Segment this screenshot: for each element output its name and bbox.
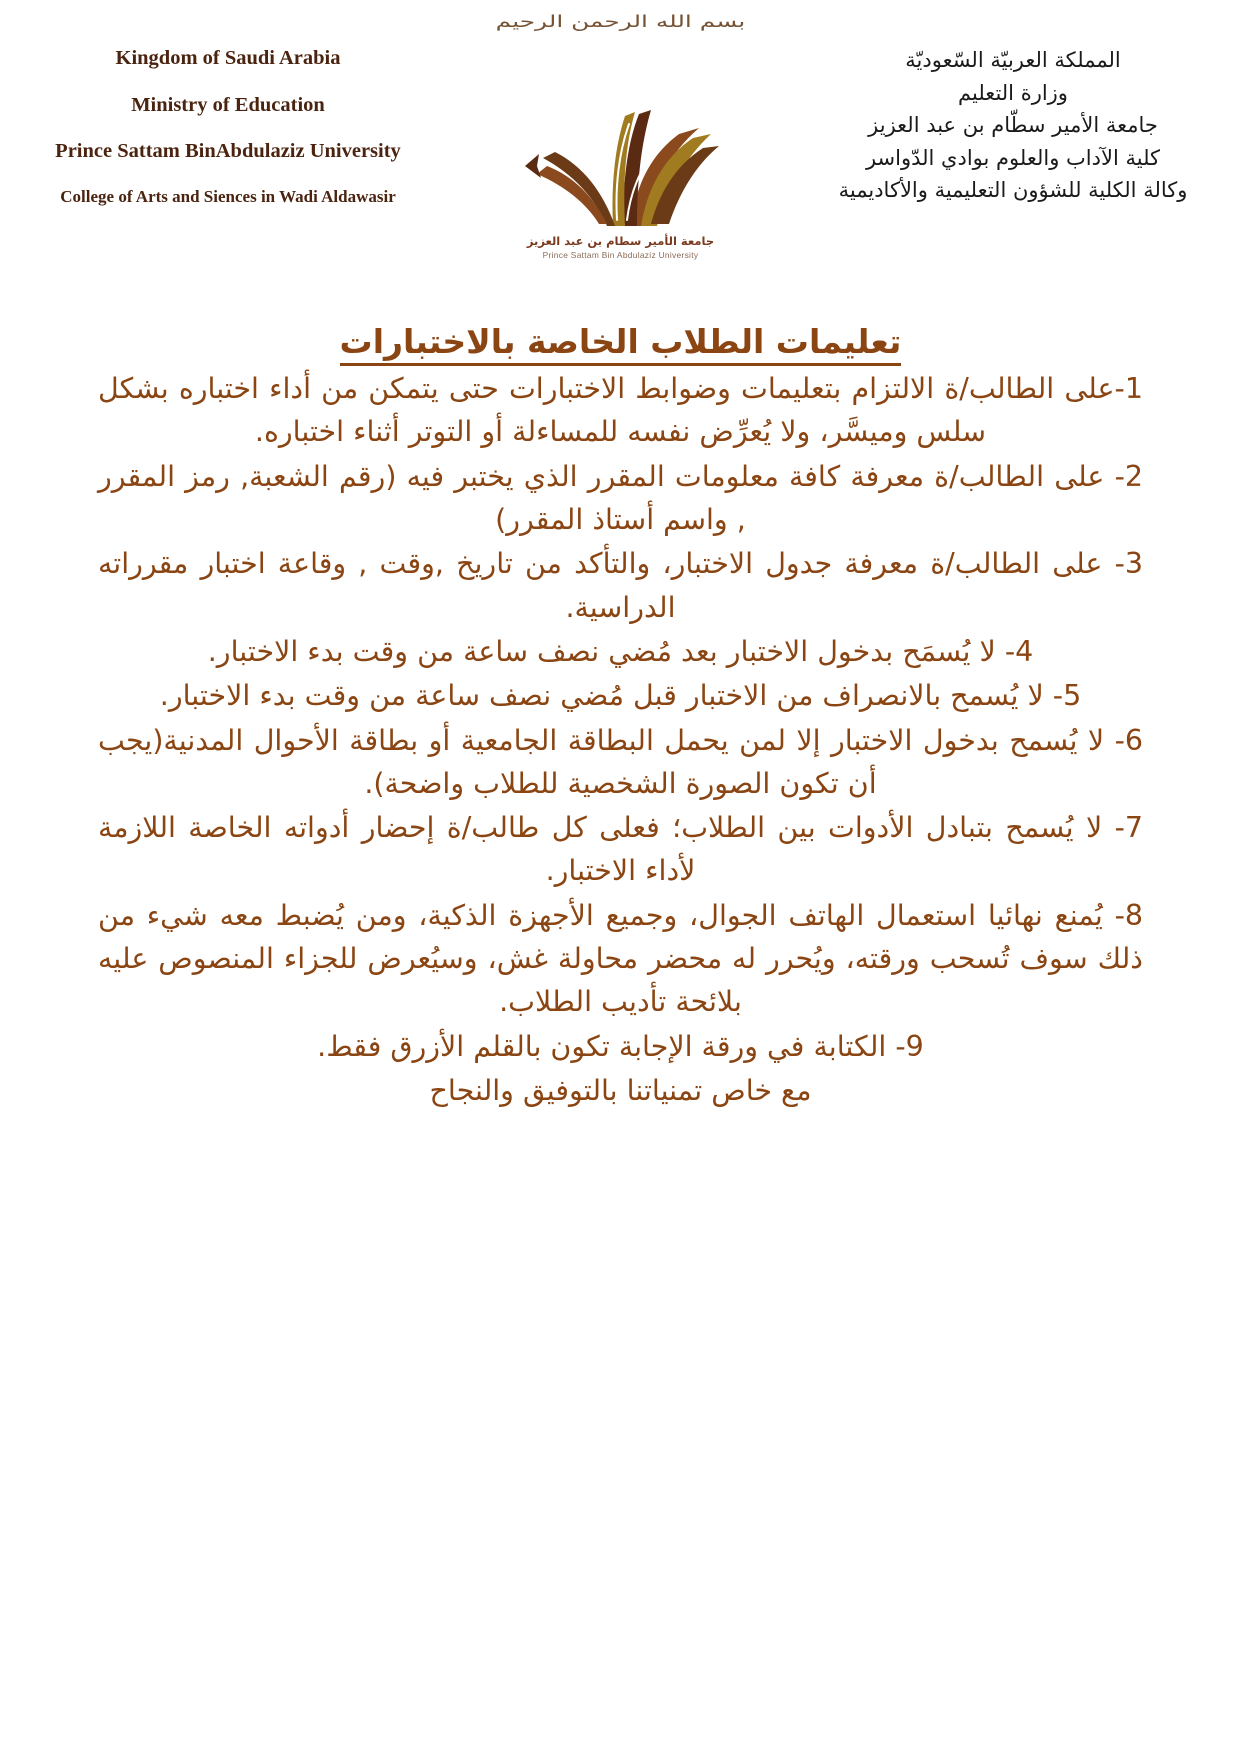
instruction-item-5: 5- لا يُسمح بالانصراف من الاختبار قبل مُضي نصف ساعة من وقت بدء الاختبار.: [159, 679, 1082, 713]
basmala-calligraphy: بسم الله الرحمن الرحيم: [495, 12, 746, 32]
header-english-line-1: Kingdom of Saudi Arabia: [115, 47, 341, 69]
instruction-item-2: 2- على الطالب/ة معرفة كافة معلومات المقرر الذي يختبر فيه (رقم الشعبة, رمز المقرر , واسم أستاذ المقرر): [98, 459, 1143, 536]
header-arabic-line-5: وكالة الكلية للشؤون التعليمية والأكاديمية: [838, 178, 1188, 203]
instruction-item-1: 1-على الطالب/ة الالتزام بتعليمات وضوابط الاختبارات حتى يتمكن من أداء اختباره بشكل سلس وميسَّر، ولا يُعرِّض نفسه للمساءلة أو التوتر أثناء اختباره.: [98, 372, 1143, 449]
header-english-line-2: Ministry of Education: [131, 93, 325, 116]
university-logo-mark: [503, 96, 739, 236]
instruction-item-7: 7- لا يُسمح بتبادل الأدوات بين الطلاب؛ فعلى كل طالب/ة إحضار أدواته الخاصة اللازمة لأداء الاختبار.: [98, 811, 1143, 888]
instruction-item-9: 9- الكتابة في ورقة الإجابة تكون بالقلم الأزرق فقط.: [317, 1029, 924, 1063]
instruction-item-4: 4- لا يُسمَح بدخول الاختبار بعد مُضي نصف ساعة من وقت بدء الاختبار.: [207, 634, 1034, 668]
header-arabic-block: [803, 44, 1223, 207]
instruction-item-6: 6- لا يُسمح بدخول الاختبار إلا لمن يحمل البطاقة الجامعية أو بطاقة الأحوال المدنية(يجب أن تكون الصورة الشخصية للطلاب واضحة).: [98, 723, 1143, 800]
university-logo: [503, 96, 739, 270]
header-english-line-3: Prince Sattam BinAbdulaziz University: [55, 140, 401, 162]
instruction-item-8: 8- يُمنع نهائيا استعمال الهاتف الجوال، وجميع الأجهزة الذكية، ومن يُضبط معه شيء من ذلك سوف تُسحب ورقته، ويُحرر له محضر محاولة غش، وسيُعرض للجزاء المنصوص عليه بلائحة تأديب الطلاب.: [98, 898, 1143, 1019]
university-logo-english-caption: Prince Sattam Bin Abdulaziz University: [542, 250, 699, 260]
page-title-text: تعليمات الطلاب الخاصة بالاختبارات: [340, 322, 902, 366]
university-logo-arabic-caption: جامعة الأمير سطام بن عبد العزيز: [526, 234, 715, 248]
header-english-block: [18, 48, 438, 205]
header-arabic-line-3: جامعة الأمير سطّام بن عبد العزيز: [868, 113, 1158, 138]
header-english-line-4: College of Arts and Siences in Wadi Aldawasir: [60, 186, 396, 206]
header-arabic-line-2: وزارة التعليم: [958, 80, 1068, 105]
instructions-list: [98, 367, 1143, 1068]
header-arabic-line-1: المملكة العربيّة السّعوديّة: [905, 48, 1121, 72]
header-arabic-line-4: كلية الآداب والعلوم بوادي الدّواسر: [865, 145, 1161, 170]
page-title: [0, 322, 1241, 361]
document-header: [0, 0, 1241, 278]
closing-wish: مع خاص تمنياتنا بالتوفيق والنجاح: [429, 1074, 812, 1107]
instruction-item-3: 3- على الطالب/ة معرفة جدول الاختبار، والتأكد من تاريخ ,وقت , وقاعة اختبار مقرراته الدراسية.: [98, 547, 1143, 624]
